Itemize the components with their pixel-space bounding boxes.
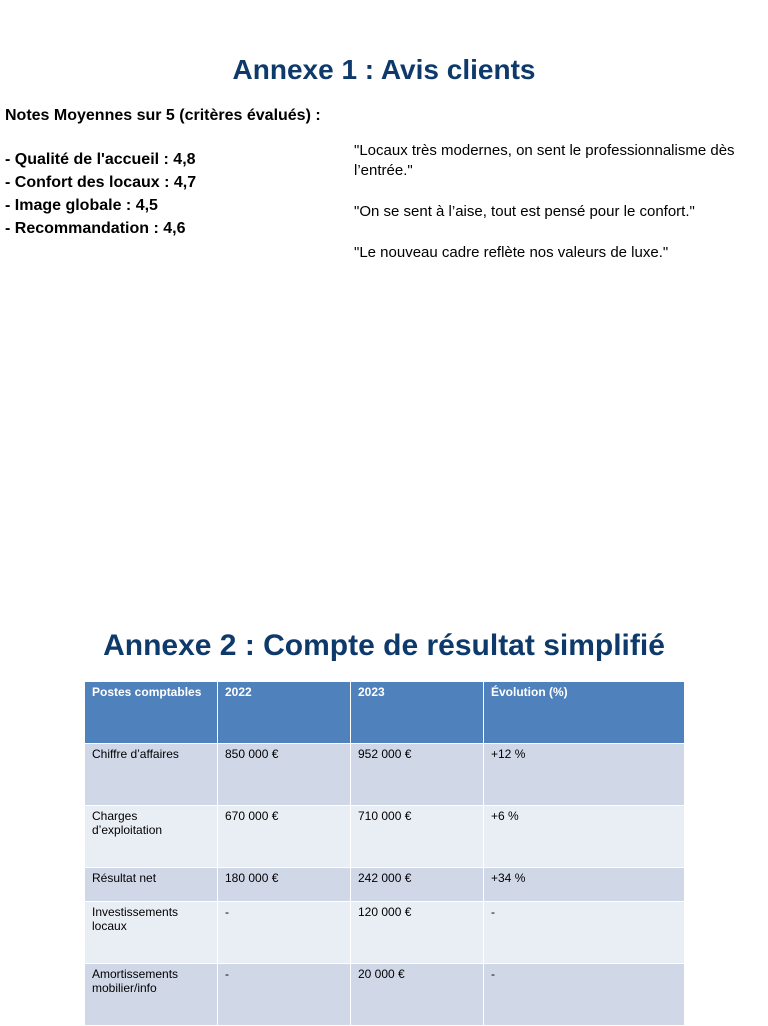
header-2023: 2023 [351,682,484,744]
rating-item-accueil: - Qualité de l'accueil : 4,8 [5,151,196,168]
table-row [85,902,685,964]
table-header-row [85,682,685,744]
ratings-list [5,148,321,240]
table-cell: 242 000 € [351,868,484,902]
table-cell: 20 000 € [351,964,484,1026]
rating-item-image: - Image globale : 4,5 [5,197,158,214]
rating-item-recommandation: - Recommandation : 4,6 [5,220,186,237]
quote-item: "Locaux très modernes, on sent le professionnalisme dès l’entrée." [354,142,735,179]
header-evolution: Évolution (%) [484,682,685,744]
table-cell: - [484,902,685,964]
table-cell: - [218,964,351,1026]
ratings-heading: Notes Moyennes sur 5 (critères évalués) : [5,107,321,124]
table-cell: 670 000 € [218,806,351,868]
table-cell: +12 % [484,744,685,806]
table-row [85,868,685,902]
table-row [85,806,685,868]
table-row [85,744,685,806]
table-cell: Investissements locaux [85,902,218,964]
table-cell: +6 % [484,806,685,868]
table-cell: - [218,902,351,964]
header-2022: 2022 [218,682,351,744]
table-cell: Chiffre d’affaires [85,744,218,806]
table-row [85,964,685,1026]
table-cell: 180 000 € [218,868,351,902]
customer-quotes [354,141,754,284]
table-cell: 120 000 € [351,902,484,964]
annexe2-title: Annexe 2 : Compte de résultat simplifié [103,629,665,662]
table-cell: +34 % [484,868,685,902]
header-postes: Postes comptables [85,682,218,744]
rating-item-confort: - Confort des locaux : 4,7 [5,174,197,191]
table-cell: Charges d’exploitation [85,806,218,868]
table-cell: 850 000 € [218,744,351,806]
ratings-block [5,106,321,240]
income-statement-table [84,681,685,1026]
annexe1-title: Annexe 1 : Avis clients [232,54,536,85]
table-cell: Résultat net [85,868,218,902]
table-cell: - [484,964,685,1026]
table-cell: 952 000 € [351,744,484,806]
table-cell: 710 000 € [351,806,484,868]
quote-item: "On se sent à l’aise, tout est pensé pour le confort." [354,203,695,220]
quote-item: "Le nouveau cadre reflète nos valeurs de luxe." [354,244,669,261]
table-cell: Amortissements mobilier/info [85,964,218,1026]
